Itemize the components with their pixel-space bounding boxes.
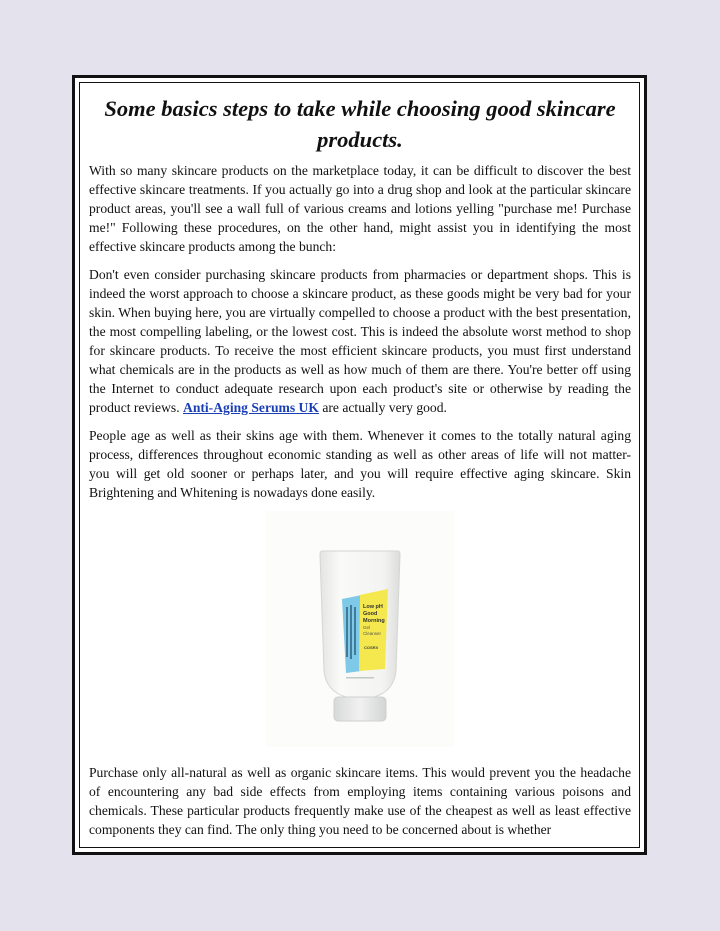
page-inner-border [79,82,640,848]
paragraph-text: are actually very good. [318,400,447,415]
document-title: Some basics steps to take while choosing good skincare products. [104,96,616,152]
paragraph-text: Don't even consider purchasing skincare products from pharmacies or department shops. This is indeed the worst approach to choose a skincare product, as these goods might be very bad for your skin. When buying here, you are virtually compelled to choose a product with the best presentation, the most compelling labeling, or the lowest cost. This is indeed the absolute worst method to shop for skincare products. To receive the most efficient skincare products, you must first understand what chemicals are in the products as well as how much of them are there. You're better off using the Internet to conduct adequate research upon each product's site or otherwise by reading the product reviews. [89,267,631,415]
paragraph-intro: With so many skincare products on the marketplace today, it can be difficult to discover the best effective skincare treatments. If you actually go into a drug shop and look at the particular skincare product areas, you'll see a wall full of various creams and lotions yelling "purchase me! Purchase me!" Following these procedures, on the other hand, might assist you in identifying the most effective skincare products among the bunch: [89,163,631,254]
cleanser-tube-illustration [266,511,454,747]
label-line-2: Good [363,611,378,617]
paragraph-aging: People age as well as their skins age with them. Whenever it comes to the totally natural aging process, differences throughout economic standing as well as other areas of life will not matter- you will get old sooner or perhaps later, and you will require effective aging skincare. Skin Brightening and Whitening is nowadays done easily. [89,428,631,500]
product-image [266,511,454,747]
label-line-1: Low pH [363,604,383,610]
label-line-4: Gel [363,625,371,630]
label-line-5: Cleanser [363,631,382,636]
anti-aging-serums-link[interactable]: Anti-Aging Serums UK [183,400,319,415]
brand-name: COSRX [364,645,379,650]
label-line-3: Morning [363,618,385,624]
paragraph-shopping-advice [89,265,631,417]
document-body [80,83,639,839]
paragraph-natural-products: Purchase only all-natural as well as organic skincare items. This would prevent you the headache of encountering any bad side effects from employing items containing various poisons and chemicals. These particular products frequently make use of the cheapest as well as least effective components they can find. The only thing you need to be concerned about is whether [89,765,631,837]
page-border [72,75,647,855]
